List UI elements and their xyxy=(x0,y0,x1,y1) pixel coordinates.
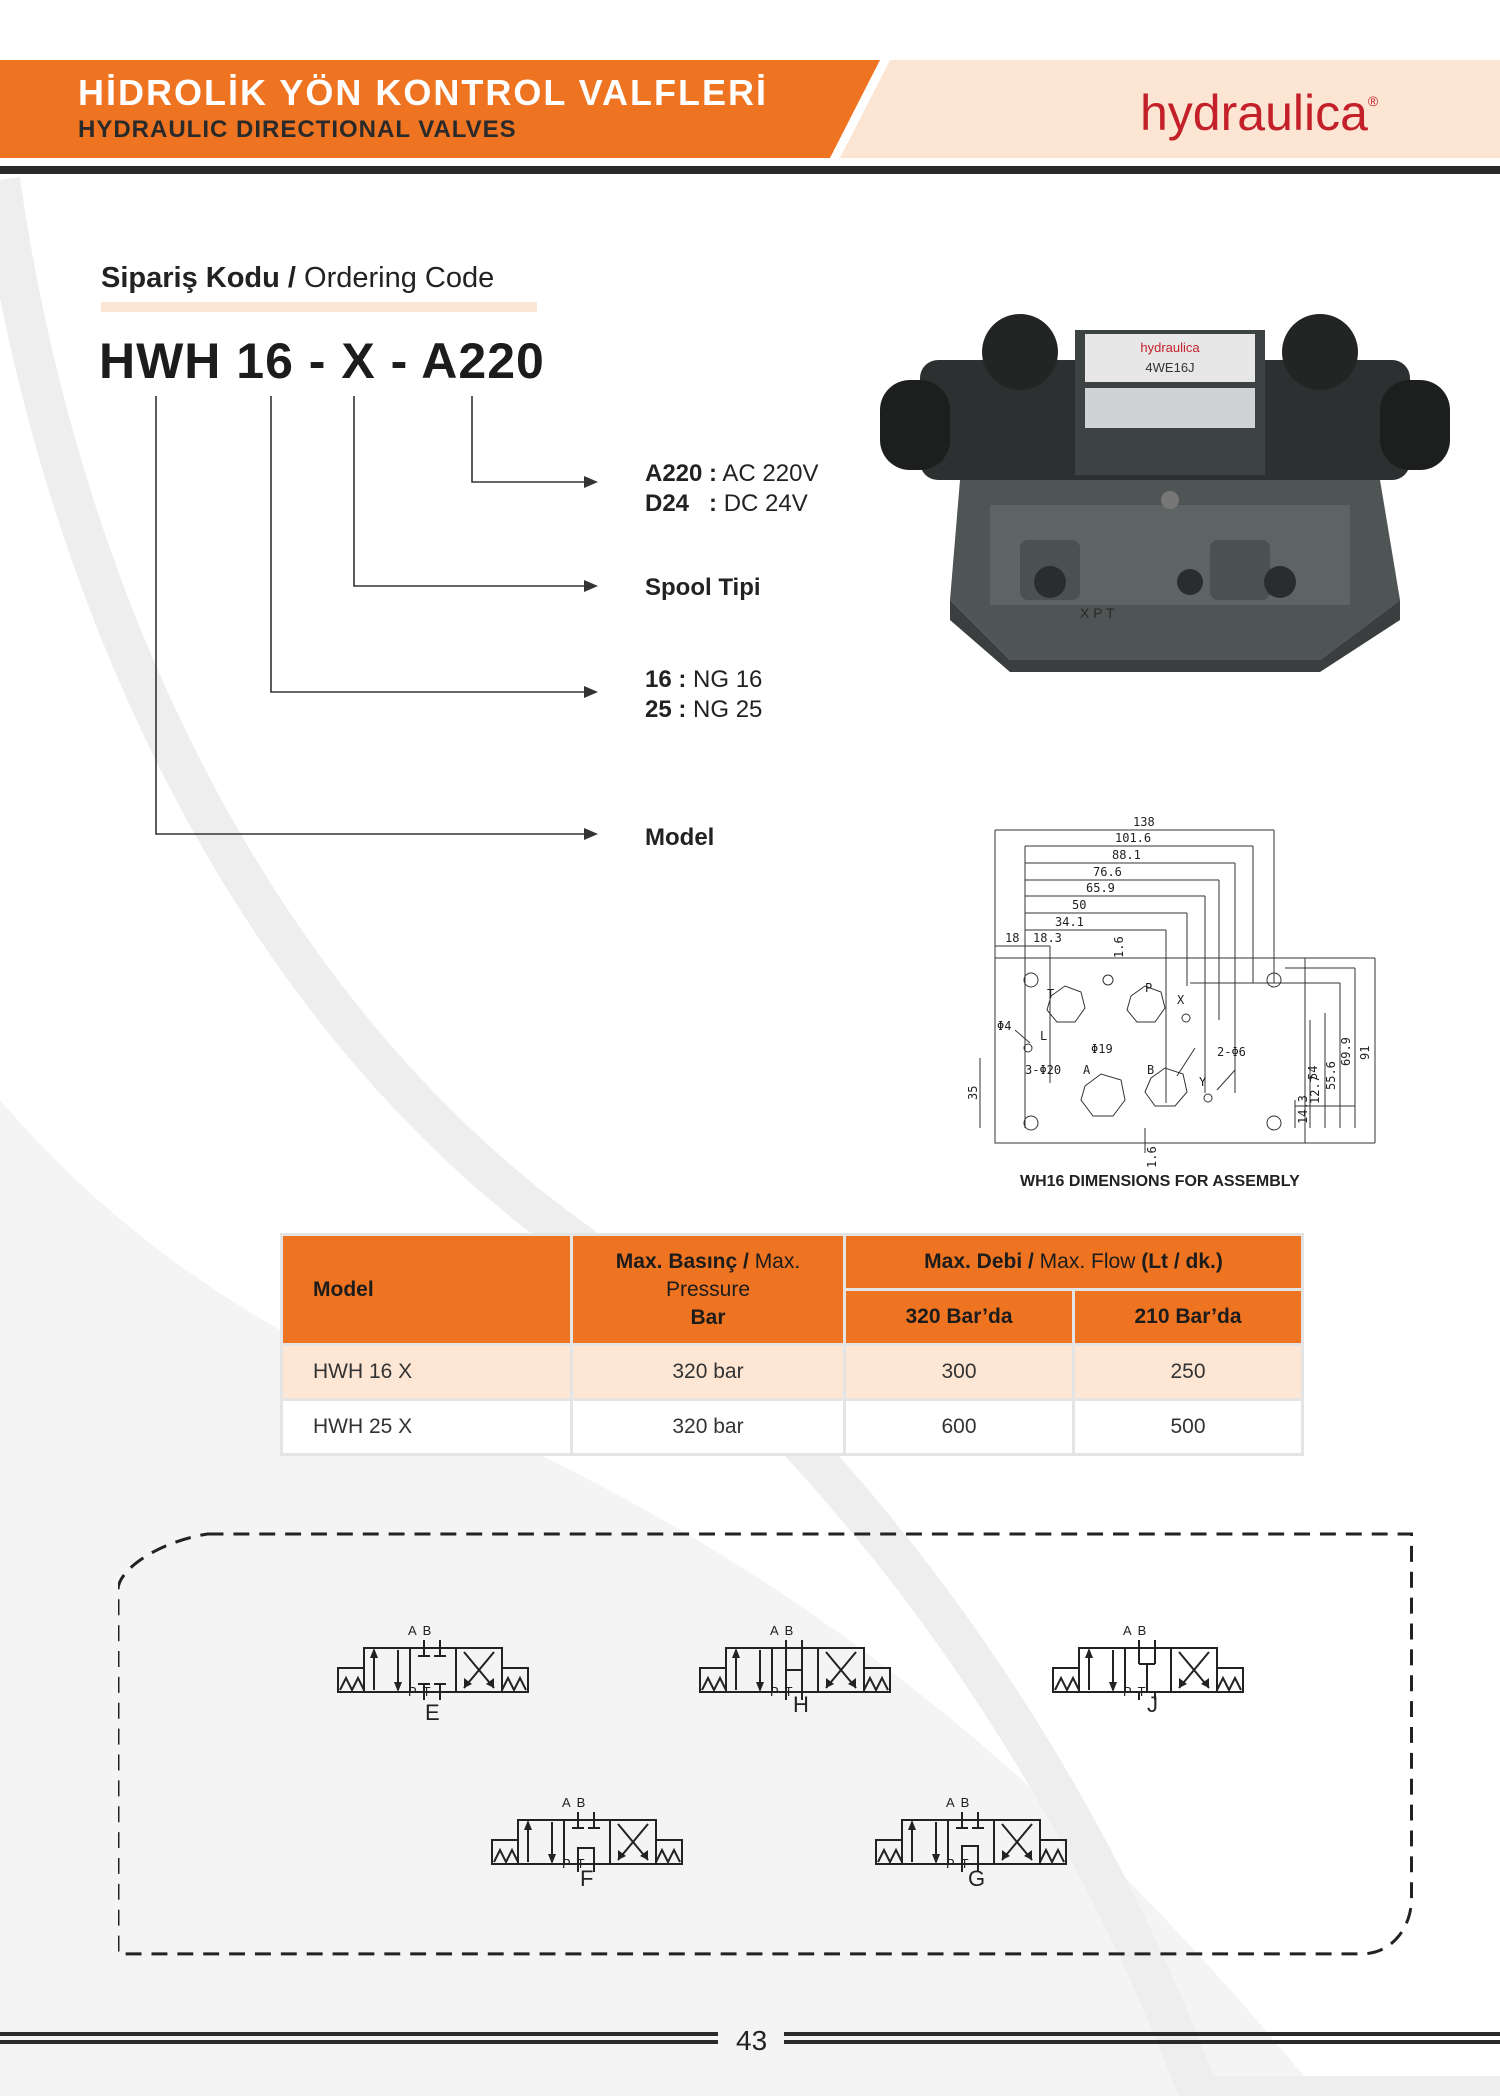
dim-right-0: 12.7 xyxy=(1308,1075,1322,1104)
table-row xyxy=(282,1345,1303,1400)
sym-e-ports-bottom xyxy=(408,1684,437,1699)
flow-unit: (Lt / dk.) xyxy=(1141,1250,1223,1273)
port-a: A xyxy=(946,1795,961,1810)
port-b: B xyxy=(784,1623,800,1638)
leader-voltage xyxy=(472,396,590,482)
dimensions-caption: WH16 DIMENSIONS FOR ASSEMBLY xyxy=(1020,1173,1300,1190)
arrow-size xyxy=(584,686,598,698)
symbol-label-e: E xyxy=(425,1700,440,1725)
spool-label: Spool Tipi xyxy=(645,574,761,601)
dim-top-1: 101.6 xyxy=(1115,831,1152,845)
spool-symbols-frame xyxy=(118,1530,1418,1960)
dim-right-3: 55.6 xyxy=(1324,1061,1338,1090)
dim-right-1: 14.3 xyxy=(1296,1095,1310,1124)
valve-photo xyxy=(880,300,1450,672)
svg-text:X P T: X P T xyxy=(1080,605,1115,621)
leader-size xyxy=(271,396,590,692)
dim-top-5: 50 xyxy=(1072,898,1087,912)
dim-right-4: 69.9 xyxy=(1339,1037,1353,1066)
row-model: HWH 25 X xyxy=(282,1400,572,1455)
dim-top-3: 76.6 xyxy=(1093,865,1122,879)
footer-line-left-2 xyxy=(0,2040,718,2044)
col-model-label: Model xyxy=(313,1277,374,1301)
a220-value: AC 220V xyxy=(717,460,819,487)
size-25-key: 25 : xyxy=(645,696,687,723)
port-b: B xyxy=(576,1795,592,1810)
port-p: P xyxy=(408,1684,423,1699)
port-b: B xyxy=(1147,1063,1155,1077)
port-b: B xyxy=(422,1623,438,1638)
row-pressure: 320 bar xyxy=(572,1400,845,1455)
registered-mark: ® xyxy=(1367,93,1379,110)
pressure-en: Max. Pressure xyxy=(665,1249,801,1301)
voltage-a220 xyxy=(645,460,818,488)
callout-phi19: Φ19 xyxy=(1091,1042,1113,1056)
a220-key: A220 : xyxy=(645,460,718,487)
dim-left-0: 35 xyxy=(966,1085,980,1100)
port-t: T xyxy=(1137,1684,1152,1699)
size-16-key: 16 : xyxy=(645,666,687,693)
photo-label-brand: hydraulica xyxy=(1140,340,1200,355)
size-16-value: NG 16 xyxy=(686,666,763,693)
symbol-label-g: G xyxy=(968,1866,986,1891)
port-b: B xyxy=(1137,1623,1153,1638)
dim-top-4: 65.9 xyxy=(1086,881,1115,895)
port-b: B xyxy=(960,1795,976,1810)
dim-top-8: 18 xyxy=(1005,931,1020,945)
row-flow-210: 250 xyxy=(1074,1345,1303,1400)
arrow-model xyxy=(584,828,598,840)
row-flow-320: 600 xyxy=(845,1400,1074,1455)
spool-type xyxy=(645,574,761,602)
port-t: T xyxy=(784,1684,799,1699)
arrow-voltage xyxy=(584,476,598,488)
footer-line-right-2 xyxy=(784,2040,1500,2044)
d24-key: D24 : xyxy=(645,490,718,517)
port-a: A xyxy=(1123,1623,1138,1638)
port-p: P xyxy=(946,1856,961,1871)
port-t: T xyxy=(422,1684,437,1699)
dim-top-0: 138 xyxy=(1133,815,1155,829)
d24-value: DC 24V xyxy=(717,490,808,517)
port-t: T xyxy=(1047,987,1055,1001)
table-row xyxy=(282,1400,1303,1455)
flow-tr: Max. Debi / xyxy=(924,1250,1034,1273)
row-model: HWH 16 X xyxy=(282,1345,572,1400)
sym-e-ports-top xyxy=(408,1623,437,1638)
pressure-tr: Max. Basınç / xyxy=(615,1249,749,1273)
row-flow-210: 500 xyxy=(1074,1400,1303,1455)
photo-label-model: 4WE16J xyxy=(1145,360,1195,375)
sym-g-ports-top xyxy=(946,1795,975,1810)
dim-bottom-0: 1.6 xyxy=(1145,1146,1159,1168)
size-25-value: NG 25 xyxy=(686,696,763,723)
page-number: 43 xyxy=(736,2025,768,2056)
leader-model xyxy=(156,396,590,834)
footer-line-right-1 xyxy=(784,2032,1500,2036)
col-header-210: 210 Bar’da xyxy=(1074,1290,1303,1345)
port-a: A xyxy=(770,1623,785,1638)
ordering-code: HWH 16 - X - A220 xyxy=(99,333,545,389)
port-x: X xyxy=(1177,993,1185,1007)
col-header-flow xyxy=(845,1235,1303,1290)
symbol-label-j: J xyxy=(1147,1692,1158,1717)
row-flow-320: 300 xyxy=(845,1345,1074,1400)
port-t: T xyxy=(576,1856,591,1871)
port-a: A xyxy=(562,1795,577,1810)
port-l: L xyxy=(1040,1029,1048,1043)
flow-en: Max. Flow xyxy=(1033,1250,1142,1273)
symbol-label-f: F xyxy=(580,1866,594,1891)
port-a: A xyxy=(408,1623,423,1638)
pressure-unit: Bar xyxy=(690,1305,726,1329)
size-25 xyxy=(645,696,762,724)
dim-right-5: 91 xyxy=(1358,1045,1372,1060)
row-pressure: 320 bar xyxy=(572,1345,845,1400)
header-title-en: HYDRAULIC DIRECTIONAL VALVES xyxy=(78,116,517,143)
voltage-d24 xyxy=(645,490,808,518)
ordering-title-en: Ordering Code xyxy=(295,262,495,294)
header-title-tr: HİDROLİK YÖN KONTROL VALFLERİ xyxy=(78,72,769,113)
symbol-label-h: H xyxy=(793,1692,809,1717)
port-a: A xyxy=(1083,1063,1091,1077)
dim-top-9: 1.6 xyxy=(1112,936,1126,958)
port-p: P xyxy=(770,1684,785,1699)
port-p: P xyxy=(562,1856,577,1871)
ordering-title-tr: Sipariş Kodu / xyxy=(101,262,296,294)
sym-f-ports-top xyxy=(562,1795,591,1810)
port-p: P xyxy=(1145,981,1153,995)
model-text: Model xyxy=(645,824,715,851)
sym-j-ports-top xyxy=(1123,1623,1152,1638)
port-p: P xyxy=(1123,1684,1138,1699)
callout-2phi6: 2-Φ6 xyxy=(1217,1045,1246,1059)
port-y: Y xyxy=(1199,1075,1207,1089)
dim-top-7: 18.3 xyxy=(1033,931,1062,945)
footer-line-left-1 xyxy=(0,2032,718,2036)
dimension-drawing xyxy=(955,808,1395,1198)
sym-h-ports-top xyxy=(770,1623,799,1638)
spec-table xyxy=(280,1233,1304,1456)
dim-top-6: 34.1 xyxy=(1055,915,1084,929)
size-16 xyxy=(645,666,762,694)
col-header-pressure xyxy=(572,1235,845,1345)
col-header-320: 320 Bar’da xyxy=(845,1290,1074,1345)
dim-right-2: 54 xyxy=(1306,1065,1320,1080)
model-label xyxy=(645,824,714,852)
brand-name: hydraulica xyxy=(1140,85,1368,141)
dim-top-2: 88.1 xyxy=(1112,848,1141,862)
arrow-spool xyxy=(584,580,598,592)
col-header-model xyxy=(282,1235,572,1345)
port-t: T xyxy=(960,1856,975,1871)
callout-phi4: Φ4 xyxy=(997,1019,1012,1033)
callout-3phi20: 3-Φ20 xyxy=(1025,1063,1062,1077)
